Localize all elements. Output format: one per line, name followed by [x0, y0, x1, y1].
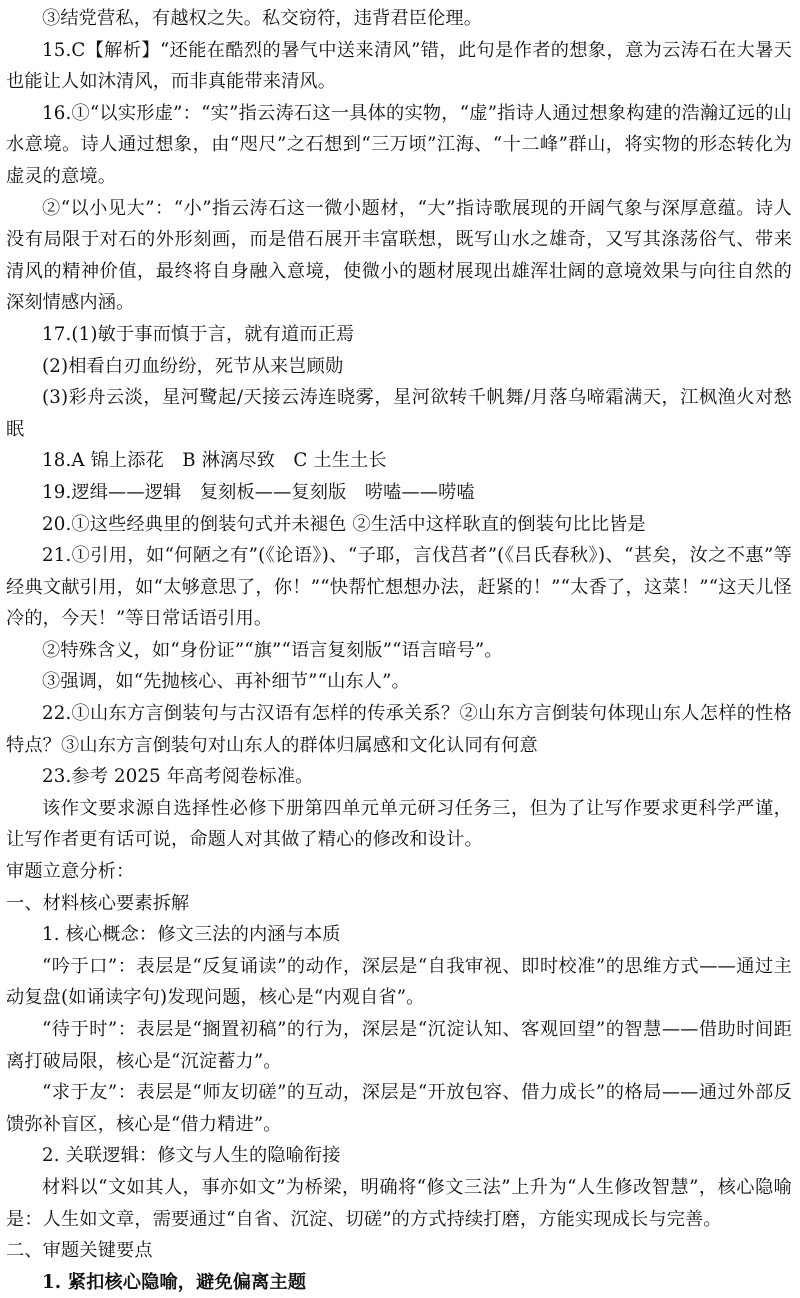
subheading-core-concept: 1. 核心概念：修文三法的内涵与本质 [42, 924, 341, 946]
answer-22: 22.①山东方言倒装句与古汉语有怎样的传承关系？②山东方言倒装句体现山东人怎样的性格特点？③山东方言倒装句对山东人的群体归属感和文化认同有何意 [6, 703, 792, 756]
answer-23: 23.参考 2025 年高考阅卷标准。 [42, 766, 314, 788]
section-heading-analysis: 审题立意分析： [6, 861, 135, 883]
answer-17-3: (3)彩舟云淡，星河鹭起/天接云涛连晓雾，星河欲转千帆舞/月落乌啼霜满天，江枫渔火对愁眠 [6, 387, 792, 440]
answer-19: 19.逻缉——逻辑 复刻板——复刻版 唠嗑——唠嗑 [42, 481, 475, 503]
section-heading-1: 一、材料核心要素拆解 [6, 892, 190, 914]
answer-16-part-1: 16.①“以实形虚”：“实”指云涛石这一具体的实物，“虚”指诗人通过想象构建的浩瀚辽远的山水意境。诗人通过想象，由“咫尺”之石想到“三万顷”江海、“十二峰”群山，将实物的形态转化为虚灵的意境。 [6, 102, 792, 187]
answer-21-part-1: 21.①引用，如“何陋之有”(《论语》)、“子耶，言伐莒者”(《吕氏春秋》)、“甚矣，汝之不惠”等经典文献引用，如“太够意思了，你！”“快帮忙想想办法，赶紧的！”“太香了，这菜！”“这天儿怪冷的，今天！”等日常话语引用。 [6, 545, 792, 630]
paragraph-dai-yu-shi: “待于时”：表层是“搁置初稿”的行为，深层是“沉淀认知、客观回望”的智慧——借助时间距离打破局限，核心是“沉淀蓄力”。 [6, 1019, 792, 1072]
answer-15: 15.C【解析】“还能在酷烈的暑气中送来清风”错，此句是作者的想象，意为云涛石在大暑天也能让人如沐清风，而非真能带来清风。 [6, 39, 792, 93]
answer-16-part-2: ②“以小见大”：“小”指云涛石这一微小题材，“大”指诗歌展现的开阔气象与深厚意蕴。诗人没有局限于对石的外形刻画，而是借石展开丰富联想，既写山水之雄奇，又写其涤荡俗气、带来清风的精神价值，最终将自身融入意境，使微小的题材展现出雄浑壮阔的意境效果与向往自然的深刻情感内涵。 [6, 197, 792, 314]
answer-18: 18.A 锦上添花 B 淋漓尽致 C 土生土长 [42, 450, 387, 472]
subheading-key-point-1: 1. 紧扣核心隐喻，避免偏离主题 [42, 1271, 307, 1293]
essay-source-note: 该作文要求源自选择性必修下册第四单元单元研习任务三，但为了让写作要求更科学严谨，让写作者更有话可说，命题人对其做了精心的修改和设计。 [6, 797, 792, 851]
section-heading-2: 二、审题关键要点 [6, 1240, 153, 1262]
answer-21-part-3: ③强调，如“先抛核心、再补细节”“山东人”。 [42, 671, 410, 693]
paragraph-metaphor: 材料以“文如其人，事亦如文”为桥梁，明确将“修文三法”上升为“人生修改智慧”，核心隐喻是：人生如文章，需要通过“自省、沉淀、切磋”的方式持续打磨，方能实现成长与完善。 [6, 1176, 792, 1230]
subheading-logic: 2. 关联逻辑：修文与人生的隐喻衔接 [42, 1145, 341, 1167]
answer-21-part-2: ②特殊含义，如“身份证”“旗”“语言复刻版”“语言暗号”。 [42, 639, 503, 661]
paragraph-1: ③结党营私，有越权之失。私交窃符，违背君臣伦理。 [42, 8, 483, 29]
answer-17-1: 17.(1)敏于事而慎于言，就有道而正焉 [42, 323, 355, 345]
paragraph-yin-yu-kou: “吟于口”：表层是“反复诵读”的动作，深层是“自我审视、即时校准”的思维方式——通过主动复盘(如诵读字句)发现问题，核心是“内观自省”。 [6, 955, 792, 1009]
answer-17-2: (2)相看白刃血纷纷，死节从来岂顾勋 [42, 355, 344, 377]
paragraph-qiu-yu-you: “求于友”：表层是“师友切磋”的互动，深层是“开放包容、借力成长”的格局——通过外部反馈弥补盲区，核心是“借力精进”。 [6, 1082, 792, 1135]
answer-20: 20.①这些经典里的倒装句式并未褪色 ②生活中这样耿直的倒装句比比皆是 [42, 513, 646, 535]
